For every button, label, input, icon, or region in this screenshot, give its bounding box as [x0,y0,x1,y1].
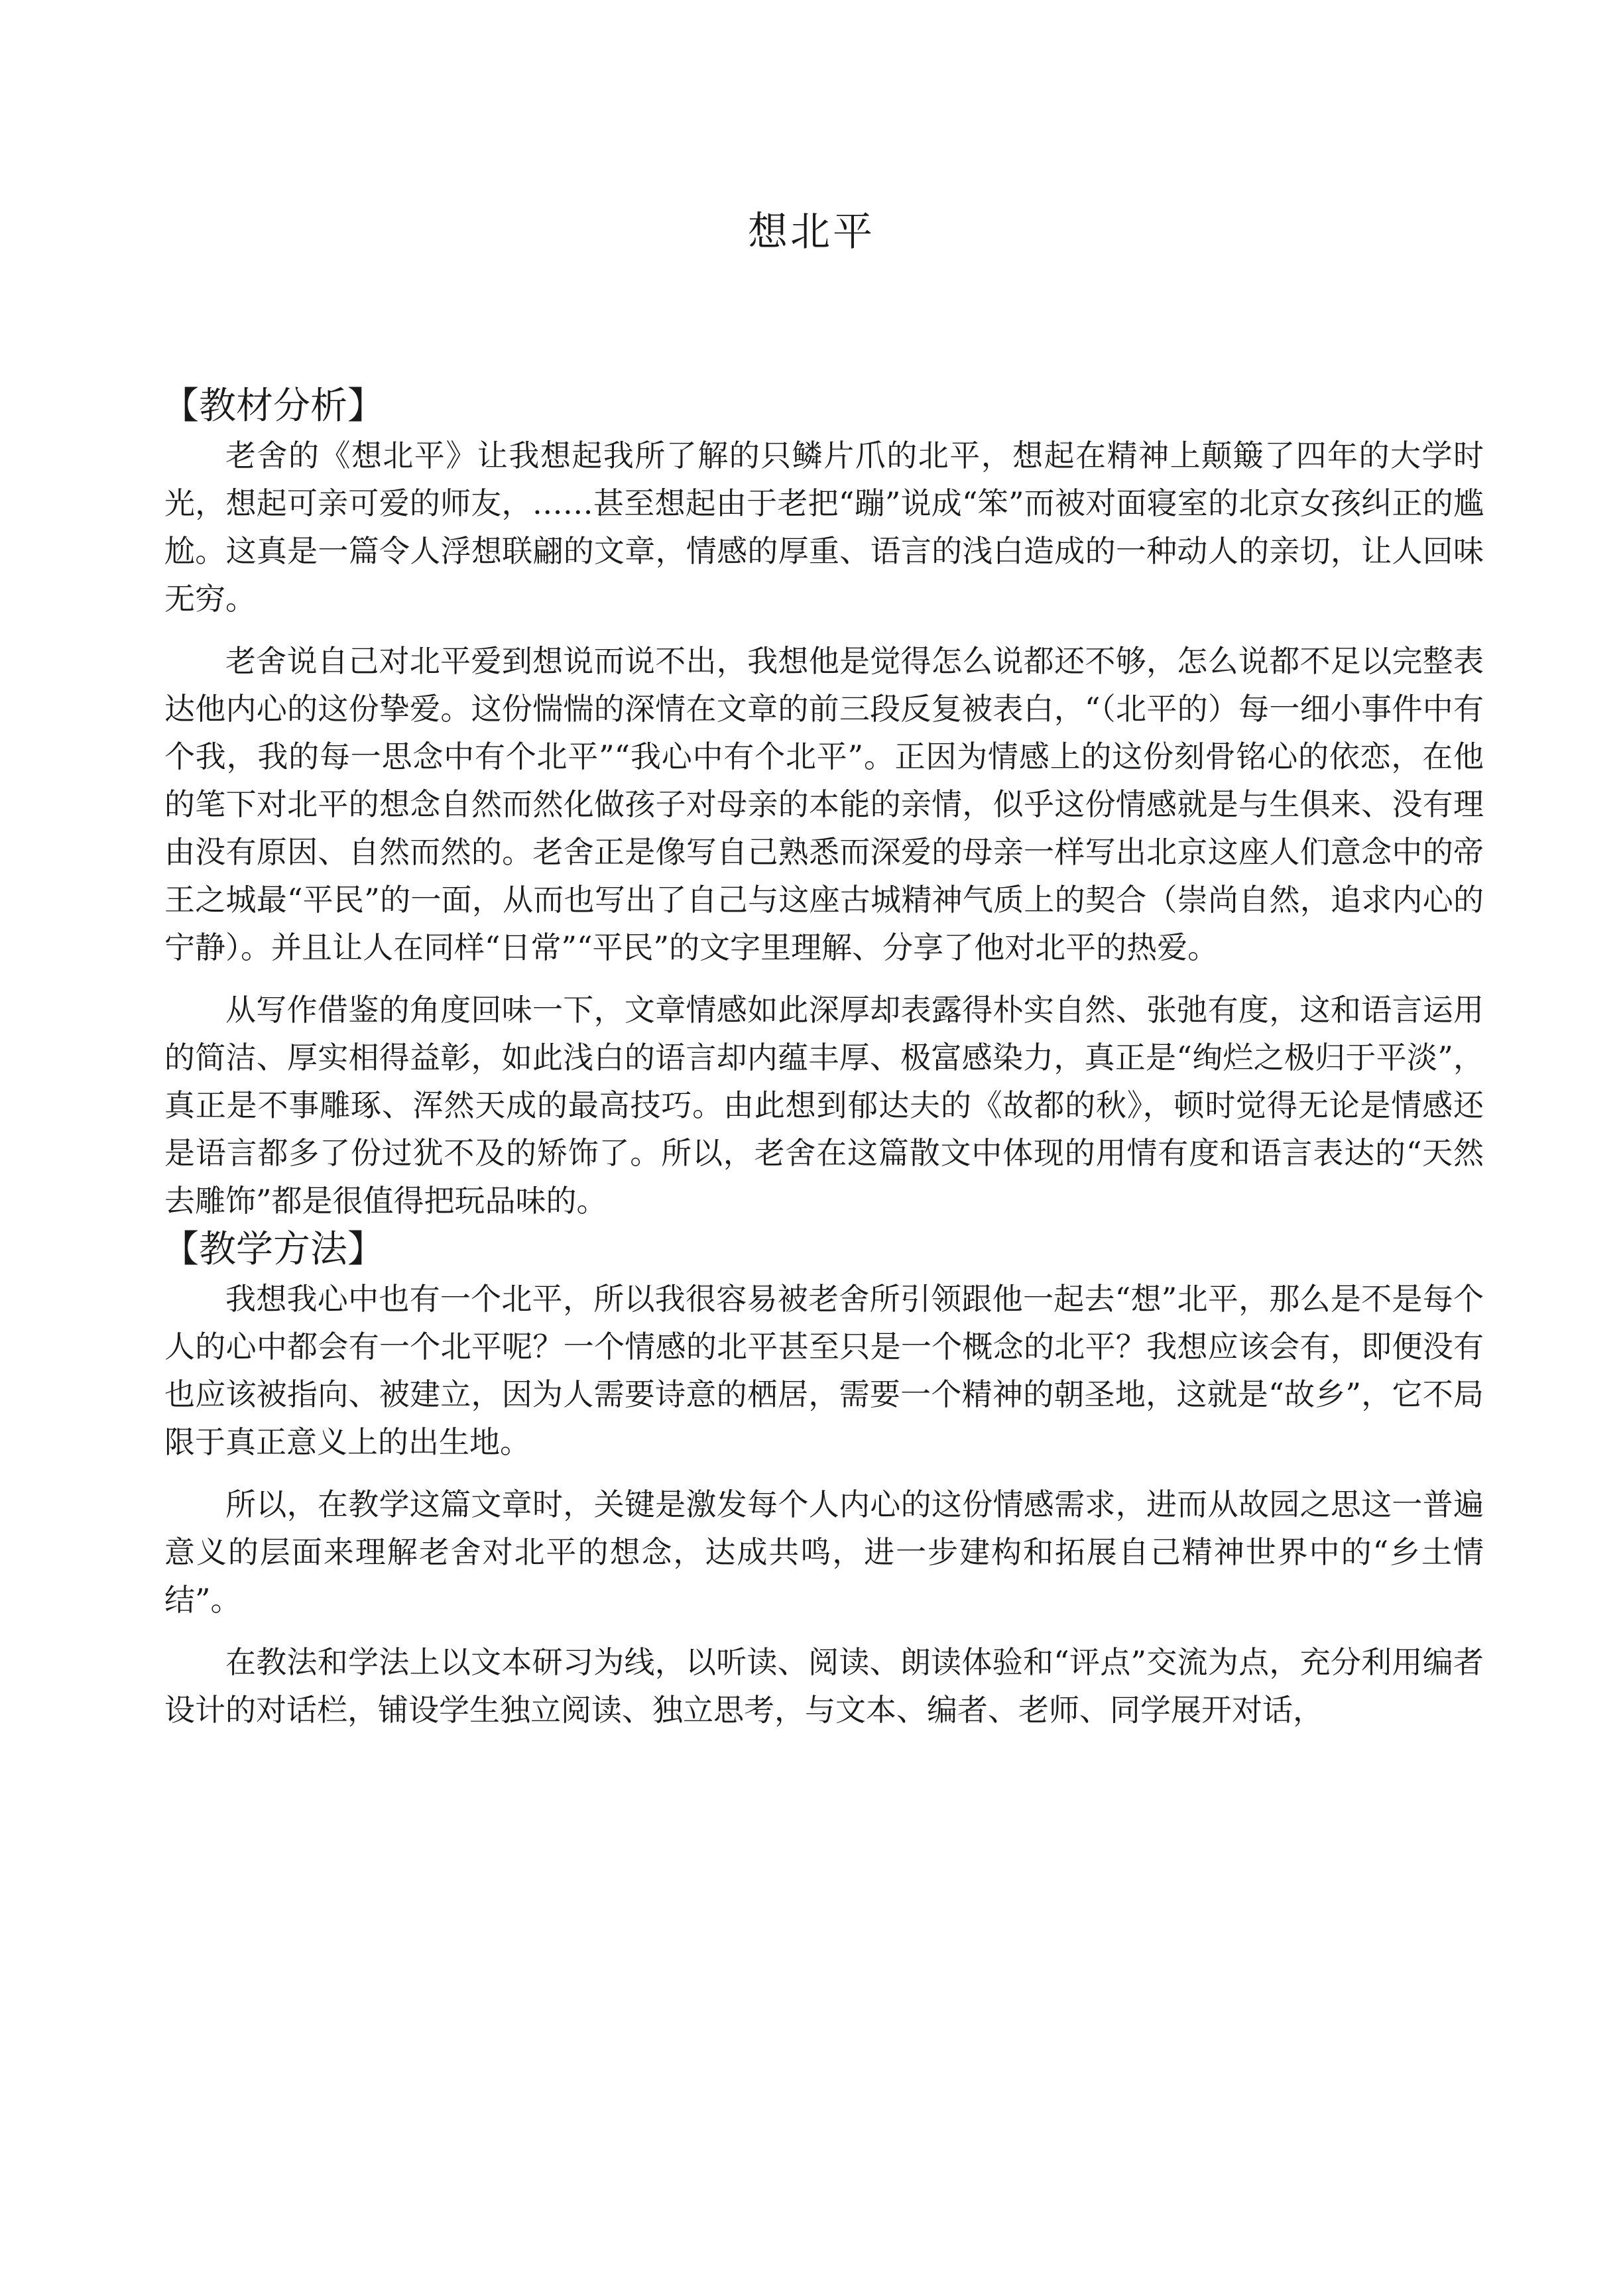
section-heading: 【教学方法】 [162,1228,385,1271]
paragraph: 在教法和学法上以文本研习为线，以听读、阅读、朗读体验和“评点”交流为点，充分利用编者设计的对话栏，铺设学生独立阅读、独立思考，与文本、编者、老师、同学展开对话， [164,1644,1484,1728]
section-teaching-material-analysis [164,381,1484,1225]
paragraph: 老舍说自己对北平爱到想说而说不出，我想他是觉得怎么说都还不够，怎么说都不足以完整表达他内心的这份挚爱。这份惴惴的深情在文章的前三段反复被表白，“（北平的）每一细小事件中有个我，我的每一思念中有个北平”“我心中有个北平”。正因为情感上的这份刻骨铭心的依恋，在他的笔下对北平的想念自然而然化做孩子对母亲的本能的亲情，似乎这份情感就是与生俱来、没有理由没有原因、自然而然的。老舍正是像写自己熟悉而深爱的母亲一样写出北京这座人们意念中的帝王之城最“平民”的一面，从而也写出了自己与这座古城精神气质上的契合（崇尚自然，追求内心的宁静）。并且让人在同样“日常”“平民”的文字里理解、分享了他对北平的热爱。 [164,643,1484,965]
document-title: 想北平 [748,209,875,255]
paragraph: 老舍的《想北平》让我想起我所了解的只鳞片爪的北平，想起在精神上颠簸了四年的大学时光，想起可亲可爱的师友，……甚至想起由于老把“蹦”说成“笨”而被对面寝室的北京女孩纠正的尴尬。这真是一篇令人浮想联翩的文章，情感的厚重、语言的浅白造成的一种动人的亲切，让人回味无穷。 [164,438,1484,617]
document-body [164,381,1484,1748]
paragraph: 从写作借鉴的角度回味一下，文章情感如此深厚却表露得朴实自然、张弛有度，这和语言运用的简洁、厚实相得益彰，如此浅白的语言却内蕴丰厚、极富感染力，真正是“绚烂之极归于平淡”，真正是不事雕琢、浑然天成的最高技巧。由此想到郁达夫的《故都的秋》，顿时觉得无论是情感还是语言都多了份过犹不及的矫饰了。所以，老舍在这篇散文中体现的用情有度和语言表达的“天然去雕饰”都是很值得把玩品味的。 [164,992,1484,1219]
paragraph: 所以，在教学这篇文章时，关键是激发每个人内心的这份情感需求，进而从故园之思这一普遍意义的层面来理解老舍对北平的想念，达成共鸣，进一步建构和拓展自己精神世界中的“乡土情结”。 [164,1486,1484,1618]
section-heading: 【教材分析】 [162,385,385,428]
section-teaching-method [164,1225,1484,1734]
paragraph: 我想我心中也有一个北平，所以我很容易被老舍所引领跟他一起去“想”北平，那么是不是每个人的心中都会有一个北平呢？一个情感的北平甚至只是一个概念的北平？我想应该会有，即便没有也应该被指向、被建立，因为人需要诗意的栖居，需要一个精神的朝圣地，这就是“故乡”，它不局限于真正意义上的出生地。 [164,1281,1484,1460]
